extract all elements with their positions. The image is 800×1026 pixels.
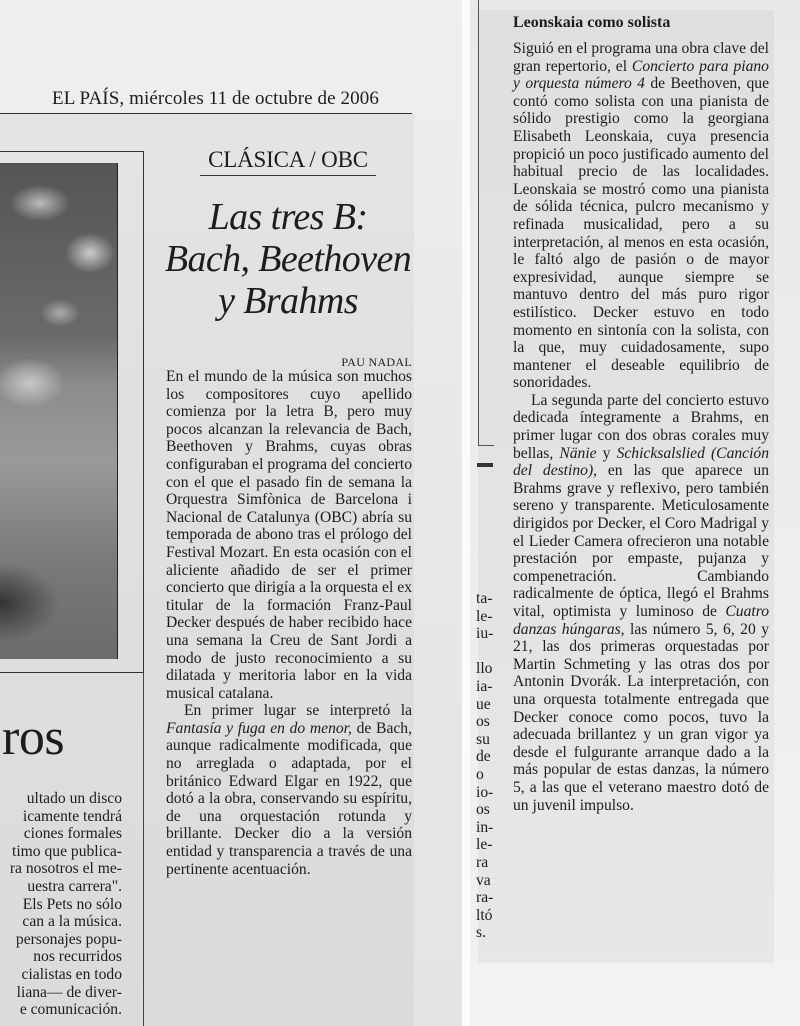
text-line: e comunicación. (19, 1001, 122, 1019)
text-line: ciones formales (23, 825, 122, 843)
text-fragment: ta- (476, 590, 493, 607)
text-fragment: os (476, 713, 490, 731)
text-line: liana— de diver- (16, 983, 122, 1001)
text-fragment: va (476, 871, 491, 889)
text-line: cialistas en todo (21, 965, 122, 983)
text-line: personajes popu- (15, 930, 122, 948)
text-fragment: ue (476, 695, 491, 713)
box-rule (478, 0, 479, 446)
text-fragment: le- (476, 607, 493, 625)
work-title: Schicksalslied (Canción del destino) (513, 444, 770, 480)
text: de Beethoven, que contó como solista con una pianista de sólido prestigio como la georgiana Elisabeth Leonskaia, cuya presencia propició un poco justificado aumento del habitual precio de las localidades. Leonskaia se mostró como una pianista de sólida técnica, pulcro mecanismo y refinada musicalidad, pero a su interpretación, al menos en esta ocasión, le faltó algo de pasión o de mayor expresividad, aunque siempre se mantuvo dentro del más puro rigor estilístico. Decker estuvo en todo momento en sintonía con la solista, con la que, muy cuidadosamente, supo mantener el deseable equilibrio de sonoridades. (513, 75, 769, 392)
article-body-continued (513, 40, 769, 814)
headline-line: Las tres B: (208, 196, 368, 238)
text-fragment: ra- (476, 889, 494, 907)
paragraph (513, 40, 769, 392)
text-fragment (476, 643, 506, 661)
adjacent-article-text (0, 790, 122, 1019)
box-rule (478, 445, 494, 446)
text-line: uestra carrera". (27, 877, 122, 895)
text-line: nos recurridos (33, 948, 122, 966)
text: y (596, 444, 617, 462)
paragraph (513, 392, 769, 814)
text: de Bach, aunque radicalmente modificada, que no arreglada o adaptada, por el británico Edward Elgar en 1922, que dotó a la obra, conservando su espíritu, de una orquestación rotunda y brillante. Decker dio a la versión entidad y transparencia a través de una pertinente acentuación. (166, 719, 412, 878)
text-fragment: le- (476, 836, 493, 854)
dateline: EL PAÍS, miércoles 11 de octubre de 2006 (52, 88, 379, 109)
rule-mark (477, 463, 493, 467)
text-fragment: iu- (476, 625, 494, 643)
section-label: CLÁSICA / OBC (200, 147, 376, 176)
text: La segunda parte del concierto estuvo dedicada íntegramente a Brahms, en primer lugar con dos obras corales muy bellas, (513, 391, 769, 462)
adjacent-column-fragments (476, 590, 506, 942)
header-rule (0, 113, 412, 114)
headline-line: Bach, Beethoven (164, 238, 412, 280)
text-fragment: o (476, 765, 484, 783)
photo-image (0, 163, 118, 659)
text-fragment: llo (476, 660, 493, 678)
byline: PAU NADAL (341, 355, 412, 369)
paragraph: En el mundo de la música son muchos los compositores cuyo apellido comienza por la letra B, pero muy pocos alcanzan la relevancia de Bach, Beethoven y Brahms, cuyas obras configuraban el programa del concierto con el que el pasado fin de semana la Orquestra Simfònica de Barcelona i Nacional de Catalunya (OBC) abría su temporada de abono tras el prólogo del Festival Mozart. En esta ocasión con el aliciente añadido de ser el primer concierto que dirigía a la orquesta el ex titular de la formación Franz-Paul Decker después de haber recibido hace una semana la Creu de Sant Jordi a modo de justo reconocimiento a su dilatada y meritoria labor en la vida musical catalana. (166, 368, 412, 702)
text-fragment: ia- (476, 677, 493, 695)
text: En primer lugar se interpretó la (184, 702, 412, 720)
article-headline (160, 196, 416, 322)
paragraph (166, 702, 412, 878)
text-fragment: de (476, 748, 491, 766)
text: Siguió en el programa una obra clave del gran repertorio, el (513, 40, 769, 75)
text: las número 5, 6, 20 y 21, las dos primeras orquestadas por Martin Schmeting y las otras dos por Antonin Dvorák. La interpretación, con una orquesta totalmente entregada que Decker conoce como pocos, tuvo la adecuada brillantez y un gran vigor ya desde el fulgurante arranque dado a la más popular de estas danzas, la número 5, a las que el veterano maestro dotó de un juvenil impulso. (513, 620, 769, 814)
text-fragment: ra (476, 853, 489, 871)
text-fragment: in- (476, 818, 494, 836)
text-fragment: ltó (476, 906, 493, 924)
text-line: ra nosotros el me- (9, 860, 122, 878)
text-line: icamente tendrá (22, 807, 122, 825)
column-divider (143, 671, 144, 1026)
headline-line: y Brahms (218, 280, 358, 322)
text-fragment: io- (476, 783, 494, 801)
subheading: Leonskaia como solista (513, 14, 671, 31)
text-line: Els Pets no sólo (22, 895, 122, 913)
text-fragment: os (476, 801, 490, 819)
article-body (166, 368, 412, 878)
work-title: Nänie (559, 444, 597, 462)
work-title: Concierto para piano y orquesta número 4 (513, 57, 769, 93)
text-line: ultado un disco (26, 790, 122, 807)
text: , en las que aparece un Brahms grave y reflexivo, pero también sereno y transparente. Meticulosamente dirigidos por Decker, el Coro Madrigal y el Lieder Camera ofrecieron una notable prestación por empaste, pujanza y compenetración. Cambiando radicalmente de óptica, llegó el Brahms vital, optimista y luminoso de (513, 462, 770, 620)
adjacent-headline-fragment: ros (2, 709, 65, 766)
text-fragment: su (476, 730, 490, 748)
work-title: Cuatro danzas húngaras, (513, 603, 769, 638)
work-title: Fantasía y fuga en do menor, (166, 719, 352, 737)
text-line: can a la música. (22, 913, 122, 931)
text-line: timo que publica- (12, 842, 122, 860)
text-fragment: s. (476, 924, 486, 942)
